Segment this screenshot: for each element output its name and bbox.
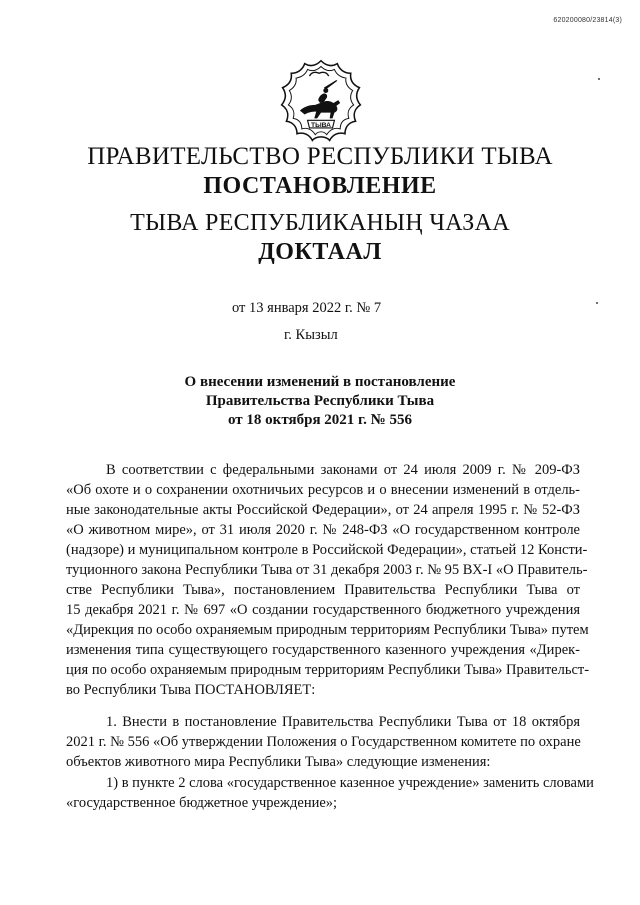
item-1-line: 2021 г. № 556 «Об утверждении Положения о Государственном комитете по охране: [66, 734, 581, 750]
item-1-line: 1. Внести в постановление Правительства Республики Тыва от 18 октября: [106, 714, 580, 730]
preamble-line: ные законодательные акты Российской Федерации», от 24 апреля 1995 г. № 52-ФЗ: [66, 502, 580, 518]
scan-speck: [598, 78, 600, 80]
decree-title: [0, 373, 640, 430]
preamble-line: стве Республики Тыва», постановлением Правительства Республики Тыва от: [66, 582, 580, 598]
decree-title-line: О внесении изменений в постановление: [184, 374, 456, 390]
document-number: 620200080/23814(3): [553, 17, 622, 24]
decree-title-line: от 18 октября 2021 г. № 556: [228, 412, 412, 428]
preamble-line: «Дирекция по особо охраняемым природным территориям Республики Тыва» путем: [66, 622, 589, 638]
preamble-line: «Об охоте и о сохранении охотничьих ресурсов и о внесении изменений в отдель-: [66, 482, 580, 498]
decree-title-line: Правительства Республики Тыва: [205, 393, 435, 409]
preamble-line: В соответствии с федеральными законами от 24 июля 2009 г. № 209-ФЗ: [106, 462, 580, 478]
decree-city: г. Кызыл: [284, 327, 338, 343]
decree-date: от 13 января 2022 г. № 7: [232, 300, 382, 316]
preamble-line: изменения типа существующего государственного казенного учреждения «Дирек-: [66, 642, 580, 658]
decree-type-tyv: ДОКТААЛ: [258, 239, 382, 265]
preamble-line: (надзоре) и муниципальном контроле в Российской Федерации», статьей 12 Консти-: [66, 542, 588, 558]
subitem-1-paragraph: [66, 773, 594, 813]
subitem-1-line: «государственное бюджетное учреждение»;: [66, 795, 338, 811]
emblem-label: ТЫВА: [310, 122, 332, 129]
subitem-1-line: 1) в пункте 2 слова «государственное казенное учреждение» заменить словами: [106, 775, 594, 791]
item-1-paragraph: [66, 712, 580, 772]
preamble-line: туционного закона Республики Тыва от 31 декабря 2003 г. № 95 ВХ-I «О Правитель-: [66, 562, 588, 578]
item-1-line: объектов животного мира Республики Тыва» следующие изменения:: [66, 754, 491, 770]
preamble-line: «О животном мире», от 31 июля 2020 г. № 248-ФЗ «О государственном контроле: [66, 522, 580, 538]
scan-speck: [596, 302, 598, 304]
decree-type-ru: ПОСТАНОВЛЕНИЕ: [203, 173, 437, 199]
coat-of-arms-icon: [273, 55, 369, 151]
preamble-paragraph: [66, 460, 590, 700]
government-title-ru: ПРАВИТЕЛЬСТВО РЕСПУБЛИКИ ТЫВА: [87, 143, 553, 170]
preamble-line: ция по особо охраняемым природным территориям Республики Тыва» Правительст-: [66, 662, 590, 678]
government-title-tyv: ТЫВА РЕСПУБЛИКАНЫҢ ЧАЗАА: [130, 210, 510, 236]
preamble-line: 15 декабря 2021 г. № 697 «О создании государственного бюджетного учреждения: [66, 602, 580, 618]
preamble-line: во Республики Тыва ПОСТАНОВЛЯЕТ:: [66, 682, 316, 698]
